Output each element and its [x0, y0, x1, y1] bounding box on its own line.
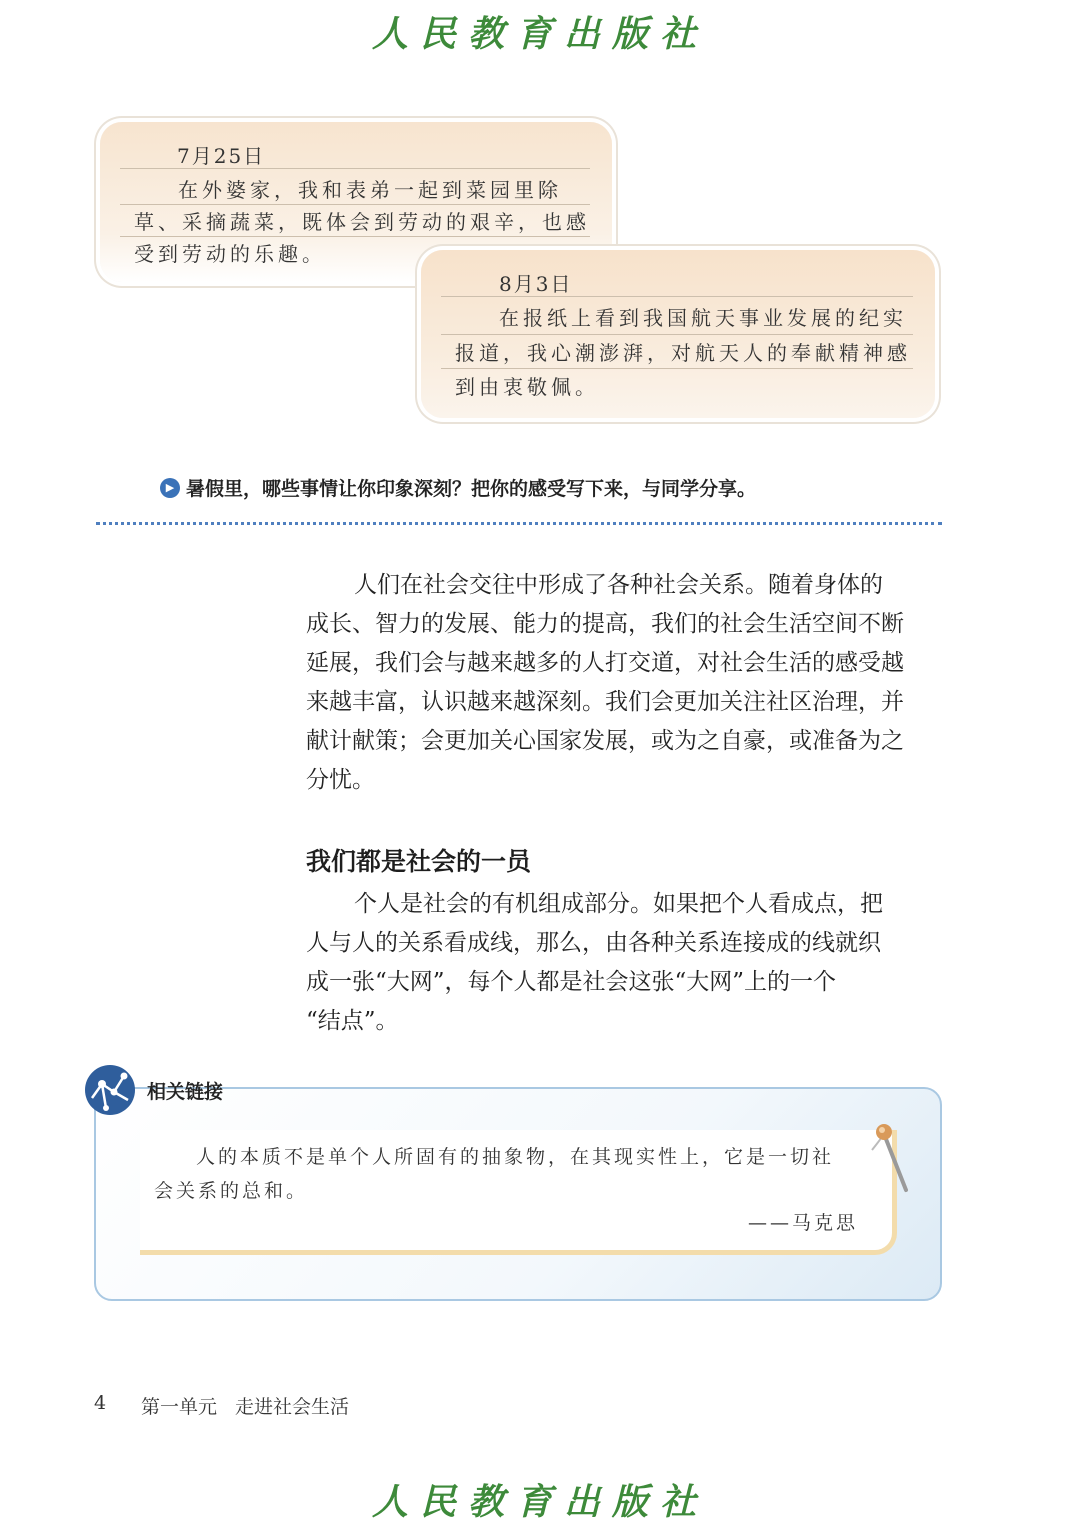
diary-text-line: 在外婆家，我和表弟一起到菜园里除 — [178, 178, 562, 202]
divider — [441, 368, 913, 369]
unit-title: 走进社会生活 — [235, 1396, 350, 1418]
paragraph-line: 来越丰富，认识越来越深刻。我们会更加关注社区治理，并 — [306, 689, 904, 715]
diary-date: 8月3日 — [499, 272, 573, 296]
diary-text-line: 在报纸上看到我国航天事业发展的纪实 — [499, 306, 907, 330]
section-title: 我们都是社会的一员 — [306, 847, 532, 876]
related-link-title: 相关链接 — [147, 1081, 224, 1103]
paragraph-line: 延展，我们会与越来越多的人打交道，对社会生活的感受越 — [306, 650, 904, 676]
network-globe-icon — [84, 1064, 136, 1116]
page-number: 4 — [94, 1392, 107, 1414]
paragraph-line: 献计献策；会更加关心国家发展，或为之自豪，或准备为之 — [306, 728, 904, 754]
diary-text-line: 草、采摘蔬菜，既体会到劳动的艰辛，也感 — [134, 210, 590, 234]
dotted-divider — [96, 522, 942, 525]
discussion-prompt — [160, 474, 756, 501]
diary-text-line: 报道，我心潮澎湃，对航天人的奉献精神感 — [455, 341, 911, 365]
body-paragraph-2 — [306, 885, 946, 1041]
divider — [441, 334, 913, 335]
paragraph-line: 人与人的关系看成线，那么，由各种关系连接成的线就织 — [306, 930, 881, 956]
divider — [120, 236, 590, 237]
quote-author: ——马克思 — [748, 1212, 859, 1234]
paragraph-line: 个人是社会的有机组成部分。如果把个人看成点，把 — [354, 891, 883, 917]
diary-text-line: 到由衷敬佩。 — [455, 375, 599, 399]
divider — [120, 204, 590, 205]
prompt-text: 暑假里，哪些事情让你印象深刻？把你的感受写下来，与同学分享。 — [186, 478, 757, 500]
diary-date: 7月25日 — [177, 144, 266, 168]
pushpin-icon — [868, 1120, 918, 1200]
paragraph-line: 成长、智力的发展、能力的提高，我们的社会生活空间不断 — [306, 611, 904, 637]
publisher-watermark-bottom: 人民教育出版社 — [371, 1481, 708, 1523]
divider — [120, 168, 590, 169]
paragraph-line: 人们在社会交往中形成了各种社会关系。随着身体的 — [354, 572, 883, 598]
link-header-gap — [244, 1085, 804, 1087]
paragraph-line: 分忧。 — [306, 767, 375, 793]
unit-label: 第一单元 — [141, 1396, 218, 1418]
divider — [441, 296, 913, 297]
diary-card-august — [421, 250, 935, 418]
quote-text-line: 人的本质不是单个人所固有的抽象物，在其现实性上，它是一切社 — [196, 1146, 835, 1168]
play-arrow-icon: ▶ — [160, 478, 180, 498]
body-paragraph-1 — [306, 566, 946, 800]
publisher-watermark-top: 人民教育出版社 — [371, 13, 708, 55]
paragraph-line: 成一张“大网”，每个人都是社会这张“大网”上的一个 — [306, 969, 837, 995]
paragraph-line: “结点”。 — [306, 1008, 399, 1034]
diary-text-line: 受到劳动的乐趣。 — [134, 242, 326, 266]
quote-text-line: 会关系的总和。 — [154, 1180, 309, 1202]
